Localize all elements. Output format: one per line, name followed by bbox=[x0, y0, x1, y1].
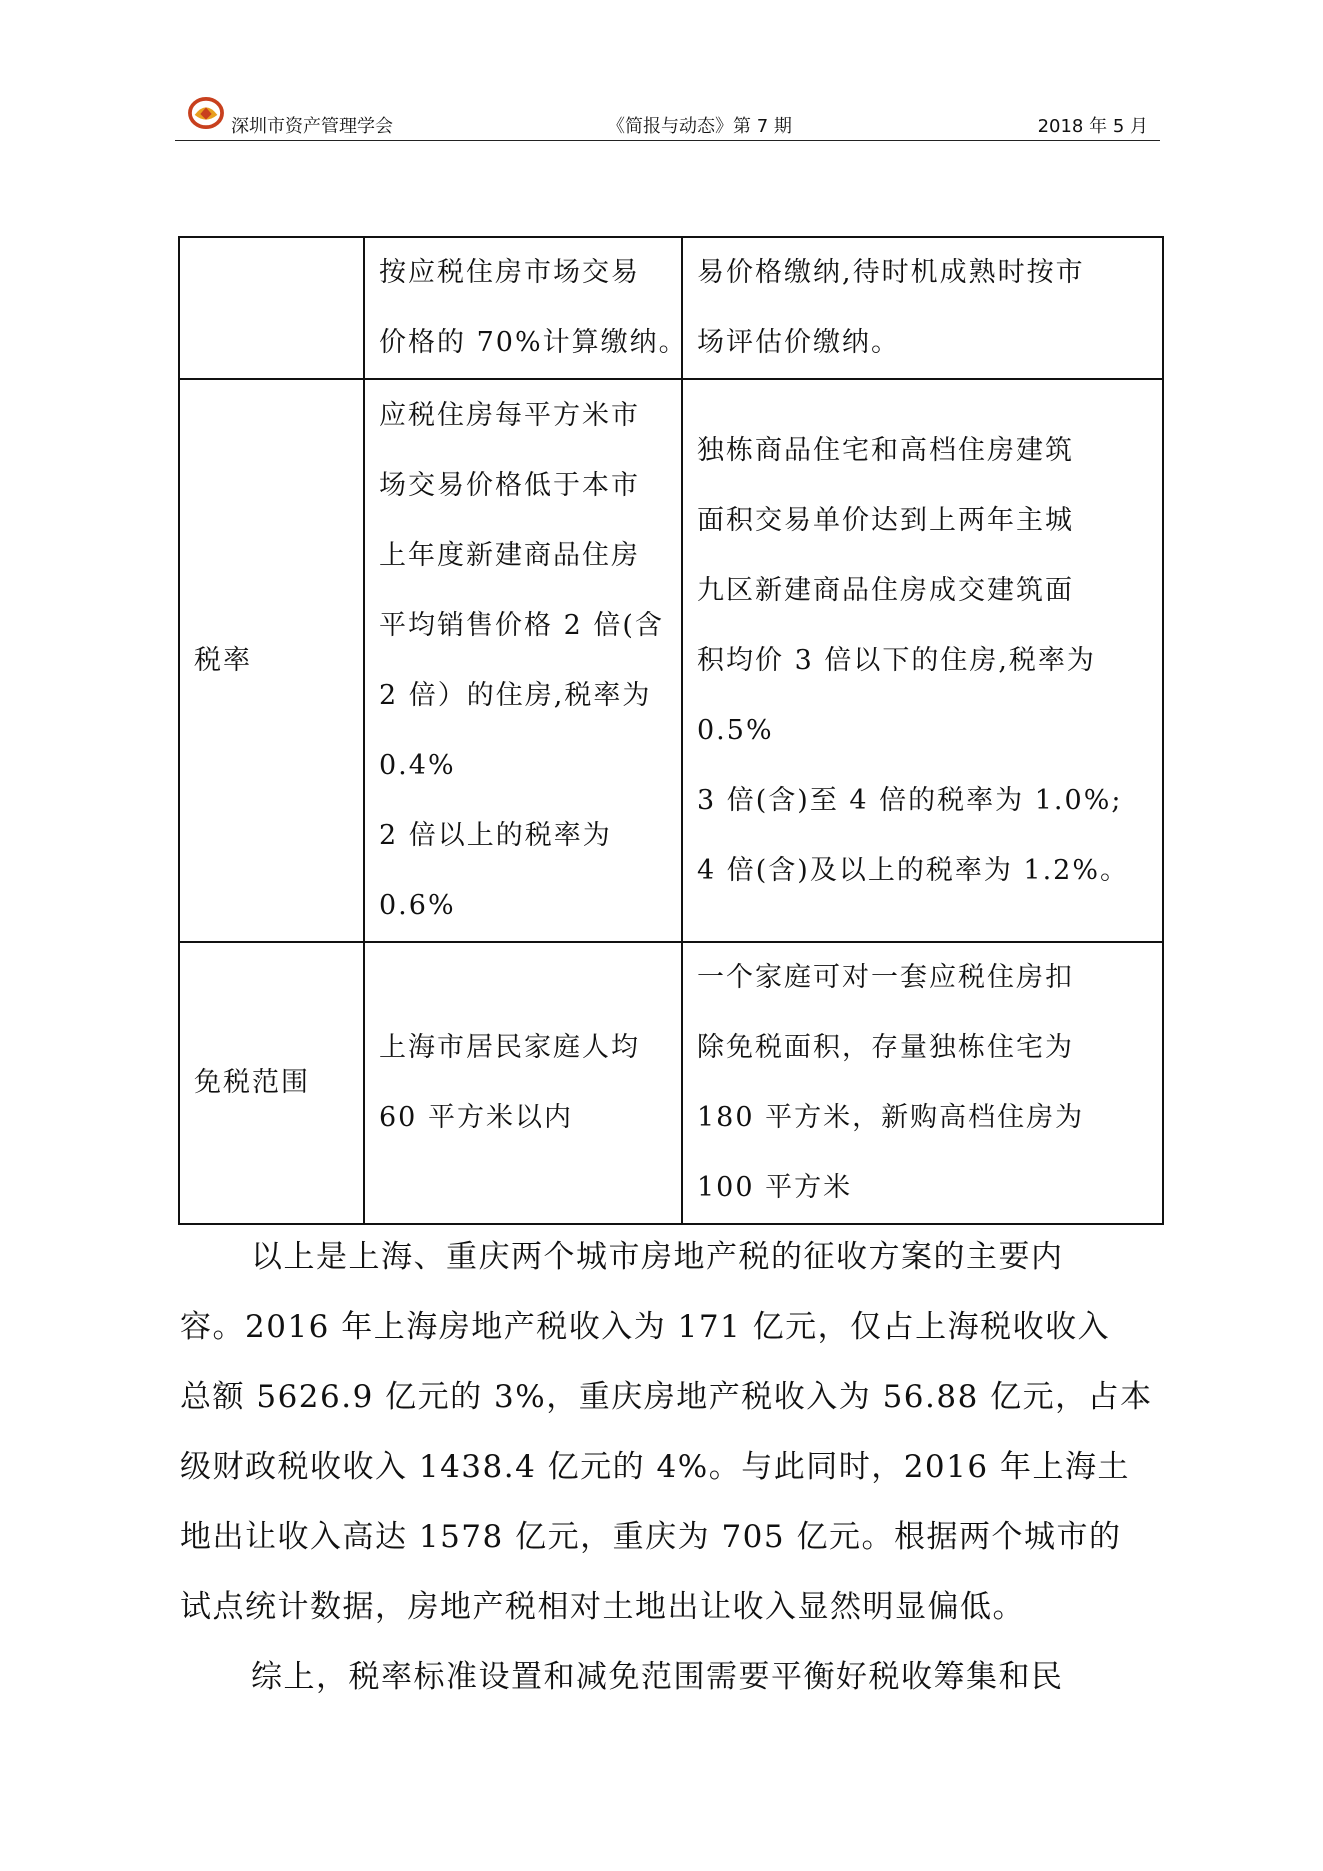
table-row bbox=[179, 942, 1163, 1224]
paragraph-line: 试点统计数据，房地产税相对土地出让收入显然明显偏低。 bbox=[180, 1589, 1025, 1625]
cell-line: 独栋商品住宅和高档住房建筑 bbox=[697, 434, 1074, 466]
cell-line: 积均价 3 倍以下的住房,税率为 bbox=[697, 644, 1096, 676]
chongqing-cell bbox=[682, 237, 1163, 379]
cell-line: 0.5% bbox=[697, 714, 774, 746]
row-label: 税率 bbox=[179, 379, 364, 942]
tax-comparison-table bbox=[178, 236, 1164, 1225]
issue-date: 2018 年 5 月 bbox=[1037, 116, 1148, 137]
cell-line: 4 倍(含)及以上的税率为 1.2%。 bbox=[697, 854, 1130, 886]
paragraph-line: 以上是上海、重庆两个城市房地产税的征收方案的主要内 bbox=[251, 1239, 1064, 1275]
shanghai-cell bbox=[364, 942, 682, 1224]
shanghai-cell bbox=[364, 237, 688, 379]
conclusion-paragraph bbox=[180, 1642, 1160, 1712]
table-row bbox=[179, 379, 1163, 942]
cell-line: 按应税住房市场交易 bbox=[379, 257, 640, 288]
summary-paragraph bbox=[180, 1222, 1160, 1642]
cell-line: 场交易价格低于本市 bbox=[379, 469, 640, 501]
chongqing-cell bbox=[682, 942, 1163, 1224]
cell-line: 0.6% bbox=[379, 889, 456, 921]
paragraph-line: 级财政税收收入 1438.4 亿元的 4%。与此同时，2016 年上海土 bbox=[180, 1449, 1130, 1485]
association-logo-icon bbox=[187, 96, 225, 130]
cell-line: 60 平方米以内 bbox=[379, 1102, 573, 1133]
cell-line: 除免税面积，存量独栋住宅为 bbox=[697, 1032, 1074, 1063]
cell-line: 上年度新建商品住房 bbox=[379, 539, 640, 571]
cell-line: 应税住房每平方米市 bbox=[379, 399, 640, 431]
cell-line: 面积交易单价达到上两年主城 bbox=[697, 504, 1074, 536]
row-label: 免税范围 bbox=[179, 942, 364, 1224]
paragraph-line: 地出让收入高达 1578 亿元，重庆为 705 亿元。根据两个城市的 bbox=[180, 1519, 1122, 1555]
issue-title: 《简报与动态》第 7 期 bbox=[607, 116, 792, 137]
paragraph-line: 容。2016 年上海房地产税收入为 171 亿元，仅占上海税收收入 bbox=[180, 1309, 1111, 1345]
cell-line: 易价格缴纳,待时机成熟时按市 bbox=[697, 257, 1085, 288]
cell-line: 100 平方米 bbox=[697, 1172, 853, 1203]
cell-line: 场评估价缴纳。 bbox=[697, 327, 900, 358]
cell-line: 九区新建商品住房成交建筑面 bbox=[697, 574, 1074, 606]
cell-line: 价格的 70%计算缴纳。 bbox=[379, 327, 688, 358]
cell-line: 0.4% bbox=[379, 749, 456, 781]
organization-name: 深圳市资产管理学会 bbox=[231, 116, 393, 137]
row-label bbox=[179, 237, 364, 379]
cell-line: 一个家庭可对一套应税住房扣 bbox=[697, 962, 1074, 993]
cell-line: 180 平方米，新购高档住房为 bbox=[697, 1102, 1085, 1133]
page-header bbox=[175, 92, 1160, 141]
cell-line: 3 倍(含)至 4 倍的税率为 1.0%; bbox=[697, 784, 1123, 816]
table-row bbox=[179, 237, 1163, 379]
cell-line: 2 倍）的住房,税率为 bbox=[379, 679, 652, 711]
paragraph-line: 总额 5626.9 亿元的 3%，重庆房地产税收入为 56.88 亿元，占本 bbox=[180, 1379, 1153, 1415]
chongqing-cell bbox=[682, 379, 1163, 942]
cell-line: 2 倍以上的税率为 bbox=[379, 819, 612, 851]
shanghai-cell bbox=[364, 379, 682, 942]
paragraph-line: 综上，税率标准设置和减免范围需要平衡好税收筹集和民 bbox=[251, 1659, 1064, 1695]
cell-line: 上海市居民家庭人均 bbox=[379, 1032, 640, 1063]
cell-line: 平均销售价格 2 倍(含 bbox=[379, 609, 664, 641]
